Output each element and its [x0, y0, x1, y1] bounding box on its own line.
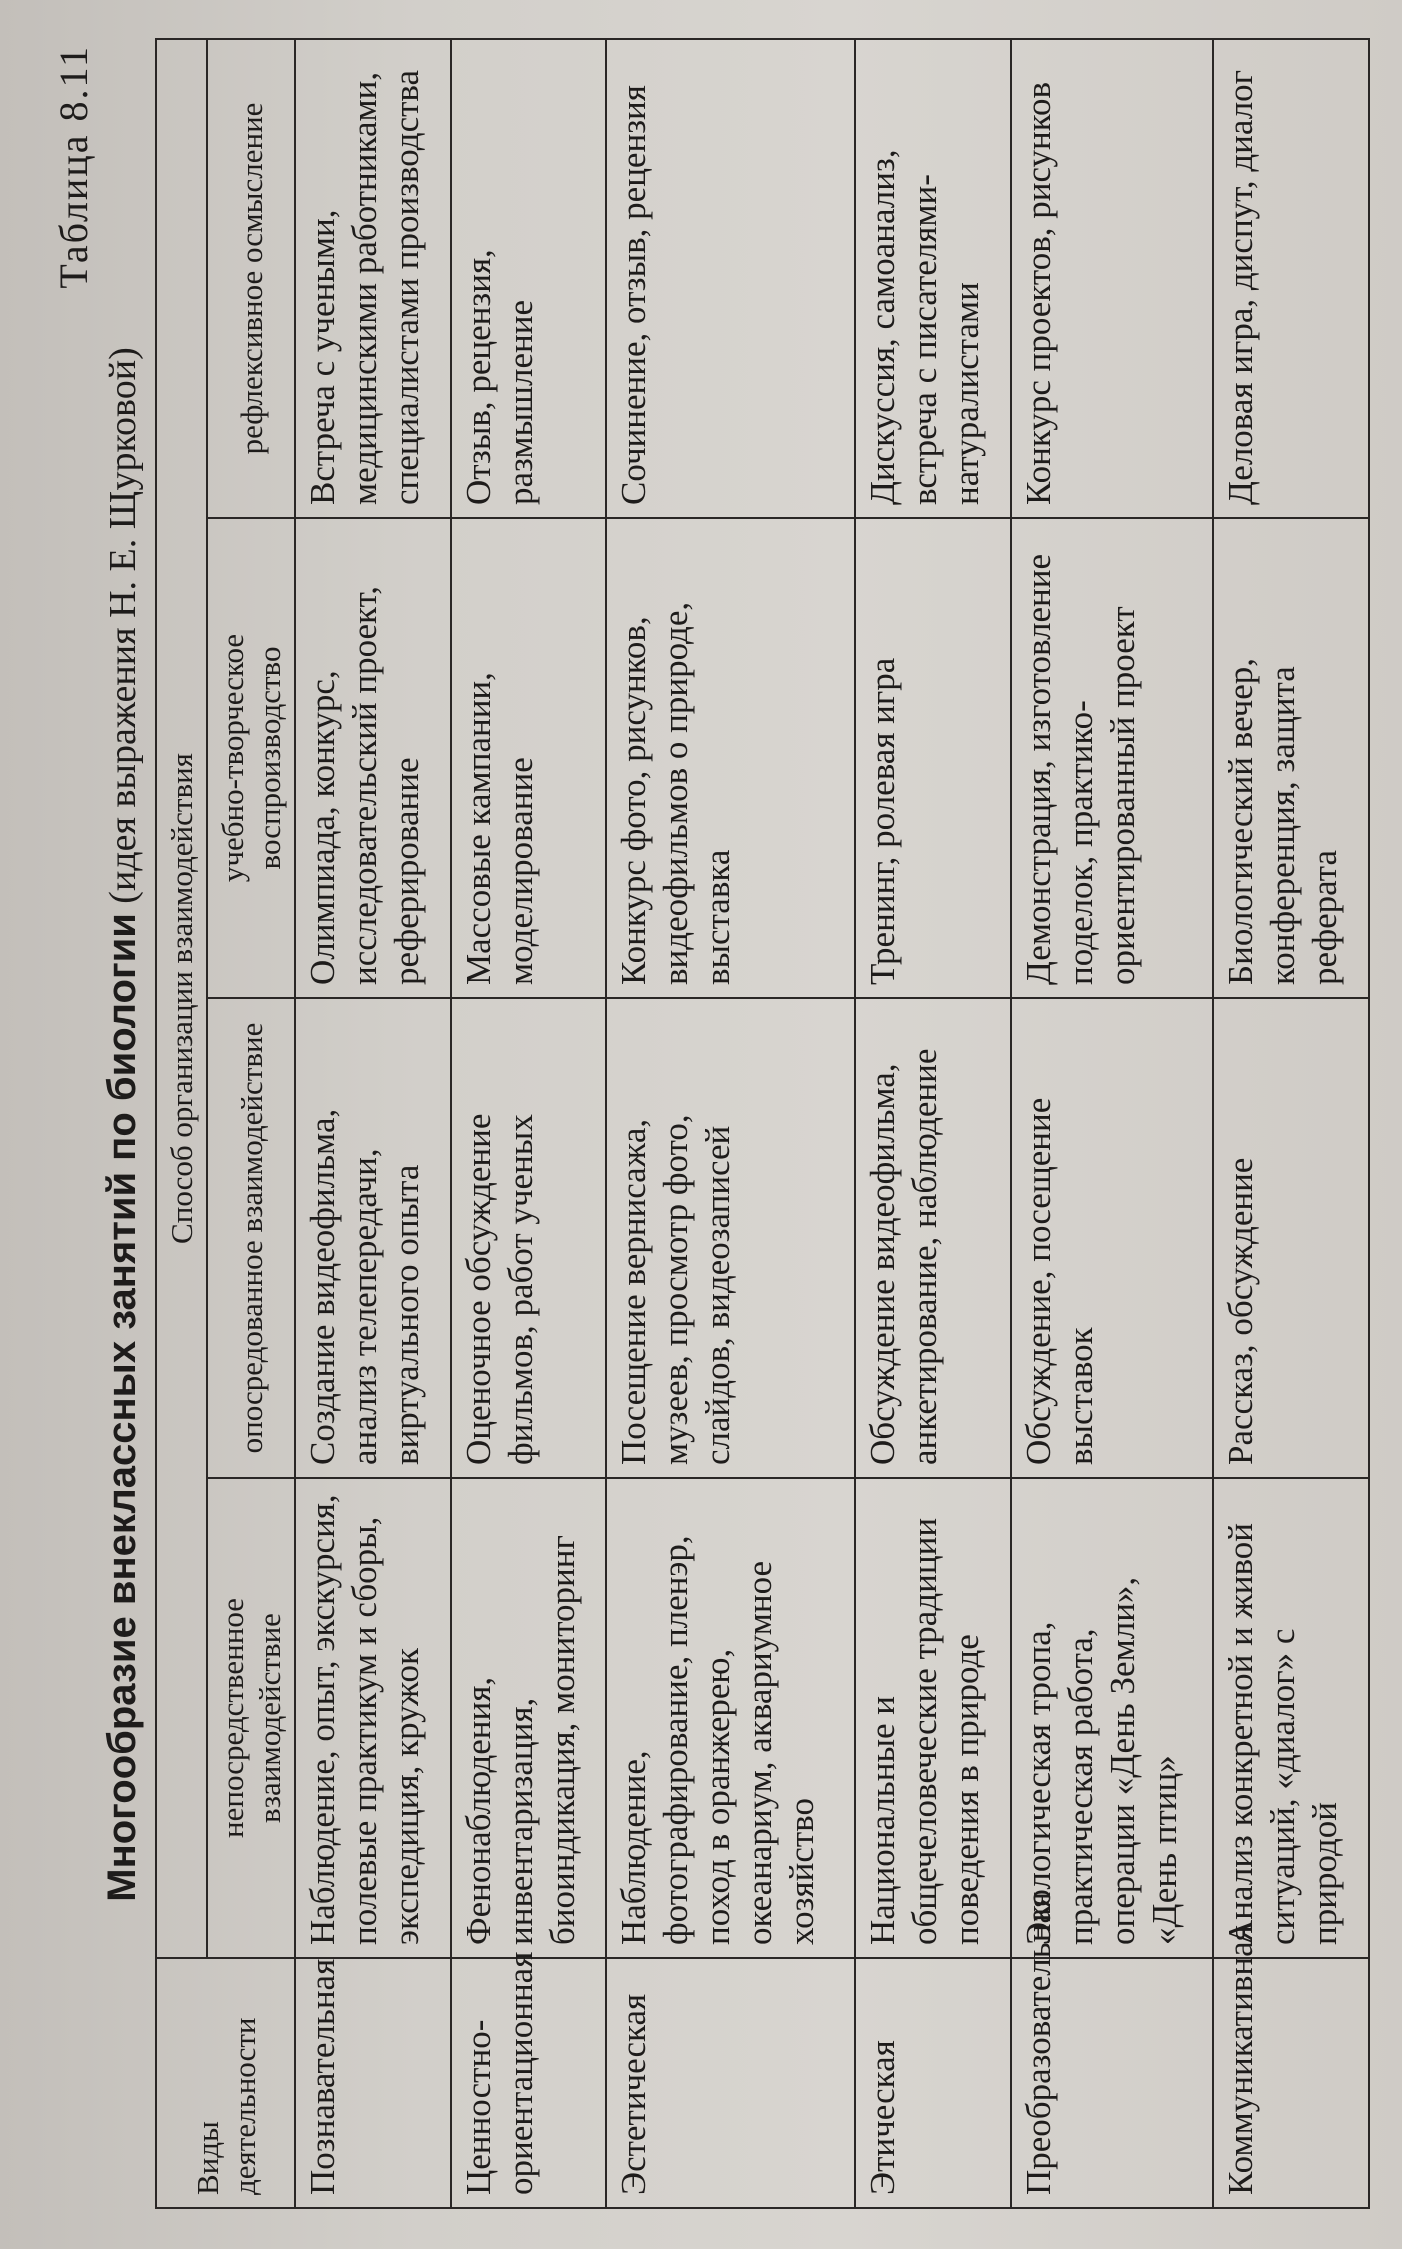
row-kind: Ценностно-ориентационная [451, 1958, 607, 2208]
activities-table [155, 38, 1370, 2209]
table-cell: Национальные и общечеловеческие традиции поведения в природе [855, 1478, 1011, 1958]
header-col-1: непосредственное взаимодействие [207, 1478, 295, 1958]
table-cell: Отзыв, рецензия, размышление [451, 39, 607, 518]
header-row-2 [207, 39, 295, 2208]
table-cell: Обсуждение видеофильма, анкетирование, наблюдение [855, 998, 1011, 1478]
table-row [855, 39, 1011, 2208]
table-row [1011, 39, 1213, 2208]
table-row [606, 39, 855, 2208]
table-title-text: Многообразие внеклассных занятий по биологии [100, 913, 144, 1902]
table-cell: Фенонаблюдения, инвентаризация, биоиндикация, мониторинг [451, 1478, 607, 1958]
table-row [1213, 39, 1369, 2208]
row-kind: Познавательная [295, 1958, 451, 2208]
row-kind: Коммуникативная [1213, 1958, 1369, 2208]
header-col-4: рефлексивное осмысление [207, 39, 295, 518]
table-cell: Конкурс фото, рисунков, видеофильмов о природе, выставка [606, 518, 855, 998]
table-cell: Массовые кампании, моделирование [451, 518, 607, 998]
header-col-3: учебно-творческое воспроизводство [207, 518, 295, 998]
table-cell: Создание видеофильма, анализ телепередачи, виртуального опыта [295, 998, 451, 1478]
row-kind: Преобразовательная [1011, 1958, 1213, 2208]
table-cell: Тренинг, ролевая игра [855, 518, 1011, 998]
table-cell: Дискуссия, самоанализ, встреча с писателями-натуралистами [855, 39, 1011, 518]
table-cell: Посещение вернисажа, музеев, просмотр фото, слайдов, видеозаписей [606, 998, 855, 1478]
table-cell: Рассказ, обсуждение [1213, 998, 1369, 1478]
table-row [451, 39, 607, 2208]
table-row [295, 39, 451, 2208]
table-cell: Наблюдение, фотографирование, пленэр, поход в оранжерею, океанариум, аквариумное хозяйство [606, 1478, 855, 1958]
table-cell: Наблюдение, опыт, экскурсия, полевые практикум и сборы, экспедиция, кружок [295, 1478, 451, 1958]
table-cell: Обсуждение, посещение выставок [1011, 998, 1213, 1478]
header-row-1 [156, 39, 207, 2208]
header-activity-kind: Виды деятельности [156, 1958, 295, 2208]
table-cell: Деловая игра, диспут, диалог [1213, 39, 1369, 518]
table-cell: Экологическая тропа, практическая работа, операции «День Земли», «День птиц» [1011, 1478, 1213, 1958]
table-title [100, 0, 145, 2249]
table-cell: Анализ конкретной и живой ситуаций, «диалог» с природой [1213, 1478, 1369, 1958]
header-group: Способ организации взаимодействия [156, 39, 207, 1958]
table-cell: Демонстрация, изготовление поделок, практико-ориентированный проект [1011, 518, 1213, 998]
table-number: Таблица 8.11 [51, 45, 96, 289]
table-cell: Оценочное обсуждение фильмов, работ ученых [451, 998, 607, 1478]
table-cell: Олимпиада, конкурс, исследовательский проект, реферирование [295, 518, 451, 998]
table-cell: Сочинение, отзыв, рецензия [606, 39, 855, 518]
row-kind: Этическая [855, 1958, 1011, 2208]
table-cell: Встреча с учеными, медицинскими работниками, специалистами производства [295, 39, 451, 518]
table-cell: Биологический вечер, конференция, защита реферата [1213, 518, 1369, 998]
header-col-2: опосредованное взаимодействие [207, 998, 295, 1478]
table-title-note: (идея выражения Н. Е. Щурковой) [102, 347, 144, 904]
row-kind: Эстетическая [606, 1958, 855, 2208]
table-cell: Конкурс проектов, рисунков [1011, 39, 1213, 518]
